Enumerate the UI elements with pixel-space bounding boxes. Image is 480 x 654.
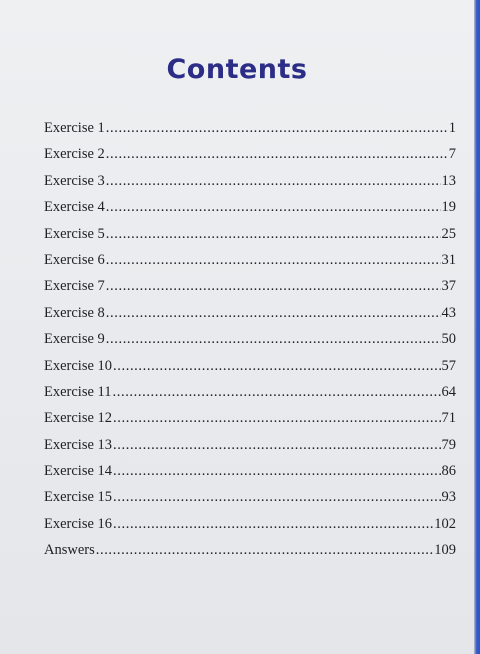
toc-entry-exercise-14 [44, 463, 456, 489]
toc-entry-exercise-1 [44, 120, 456, 146]
leader-dots [113, 358, 440, 375]
toc-entry-exercise-15 [44, 489, 456, 515]
leader-dots [106, 252, 441, 269]
toc-entry-label: Exercise 8 [44, 304, 105, 321]
toc-entry-exercise-7 [44, 278, 456, 304]
toc-entry-exercise-8 [44, 305, 456, 331]
toc-entry-page: 25 [441, 225, 456, 242]
leader-dots [106, 305, 441, 322]
leader-dots [113, 489, 440, 506]
toc-entry-exercise-11 [44, 384, 456, 410]
leader-dots [106, 199, 441, 216]
toc-entry-page: 13 [441, 172, 456, 189]
leader-dots [106, 173, 441, 190]
toc-entry-page: 50 [441, 331, 456, 348]
leader-dots [113, 437, 440, 454]
book-cover-edge [474, 0, 480, 654]
toc-entry-label: Exercise 4 [44, 199, 105, 216]
toc-entry-label: Answers [44, 542, 95, 559]
toc-entry-label: Exercise 10 [44, 357, 113, 374]
leader-dots [113, 384, 441, 401]
toc-entry-page: 93 [441, 489, 456, 506]
leader-dots [113, 463, 440, 480]
toc-entry-label: Exercise 5 [44, 225, 105, 242]
toc-entry-label: Exercise 16 [44, 515, 113, 532]
contents-heading: Contents [166, 54, 308, 85]
toc-entry-page: 102 [434, 515, 456, 532]
toc-entry-label: Exercise 1 [44, 120, 105, 136]
toc-entry-label: Exercise 11 [44, 383, 112, 400]
toc-entry-page: 57 [441, 357, 456, 374]
toc-entry-label: Exercise 14 [44, 463, 113, 480]
toc-entry-exercise-2 [44, 146, 456, 172]
toc-entry-page: 109 [434, 542, 456, 559]
toc-entry-page: 64 [441, 383, 456, 400]
toc-entry-exercise-16 [44, 516, 456, 542]
toc-entry-exercise-13 [44, 437, 456, 463]
toc-entry-page: 31 [441, 251, 456, 268]
toc-entry-page: 37 [441, 278, 456, 295]
toc-entry-page: 1 [448, 120, 456, 136]
toc-entry-label: Exercise 3 [44, 172, 105, 189]
leader-dots [106, 331, 441, 348]
toc-entry-label: Exercise 2 [44, 146, 105, 163]
table-of-contents [44, 120, 456, 569]
toc-entry-page: 71 [441, 410, 456, 427]
toc-entry-label: Exercise 9 [44, 331, 105, 348]
toc-entry-answers [44, 542, 456, 568]
leader-dots [113, 410, 440, 427]
toc-entry-exercise-12 [44, 410, 456, 436]
leader-dots [96, 542, 434, 559]
toc-entry-exercise-5 [44, 226, 456, 252]
leader-dots [106, 146, 448, 163]
toc-entry-exercise-9 [44, 331, 456, 357]
toc-entry-page: 86 [441, 463, 456, 480]
leader-dots [106, 120, 448, 137]
toc-entry-exercise-4 [44, 199, 456, 225]
toc-entry-exercise-6 [44, 252, 456, 278]
toc-entry-label: Exercise 12 [44, 410, 113, 427]
toc-entry-exercise-10 [44, 358, 456, 384]
toc-entry-page: 79 [441, 436, 456, 453]
toc-entry-label: Exercise 15 [44, 489, 113, 506]
toc-entry-page: 19 [441, 199, 456, 216]
toc-entry-label: Exercise 6 [44, 251, 105, 268]
toc-entry-page: 43 [441, 304, 456, 321]
toc-entry-label: Exercise 13 [44, 436, 113, 453]
leader-dots [106, 278, 441, 295]
toc-entry-label: Exercise 7 [44, 278, 105, 295]
toc-entry-page: 7 [448, 146, 456, 163]
leader-dots [106, 226, 441, 243]
toc-entry-exercise-3 [44, 173, 456, 199]
leader-dots [113, 516, 433, 533]
